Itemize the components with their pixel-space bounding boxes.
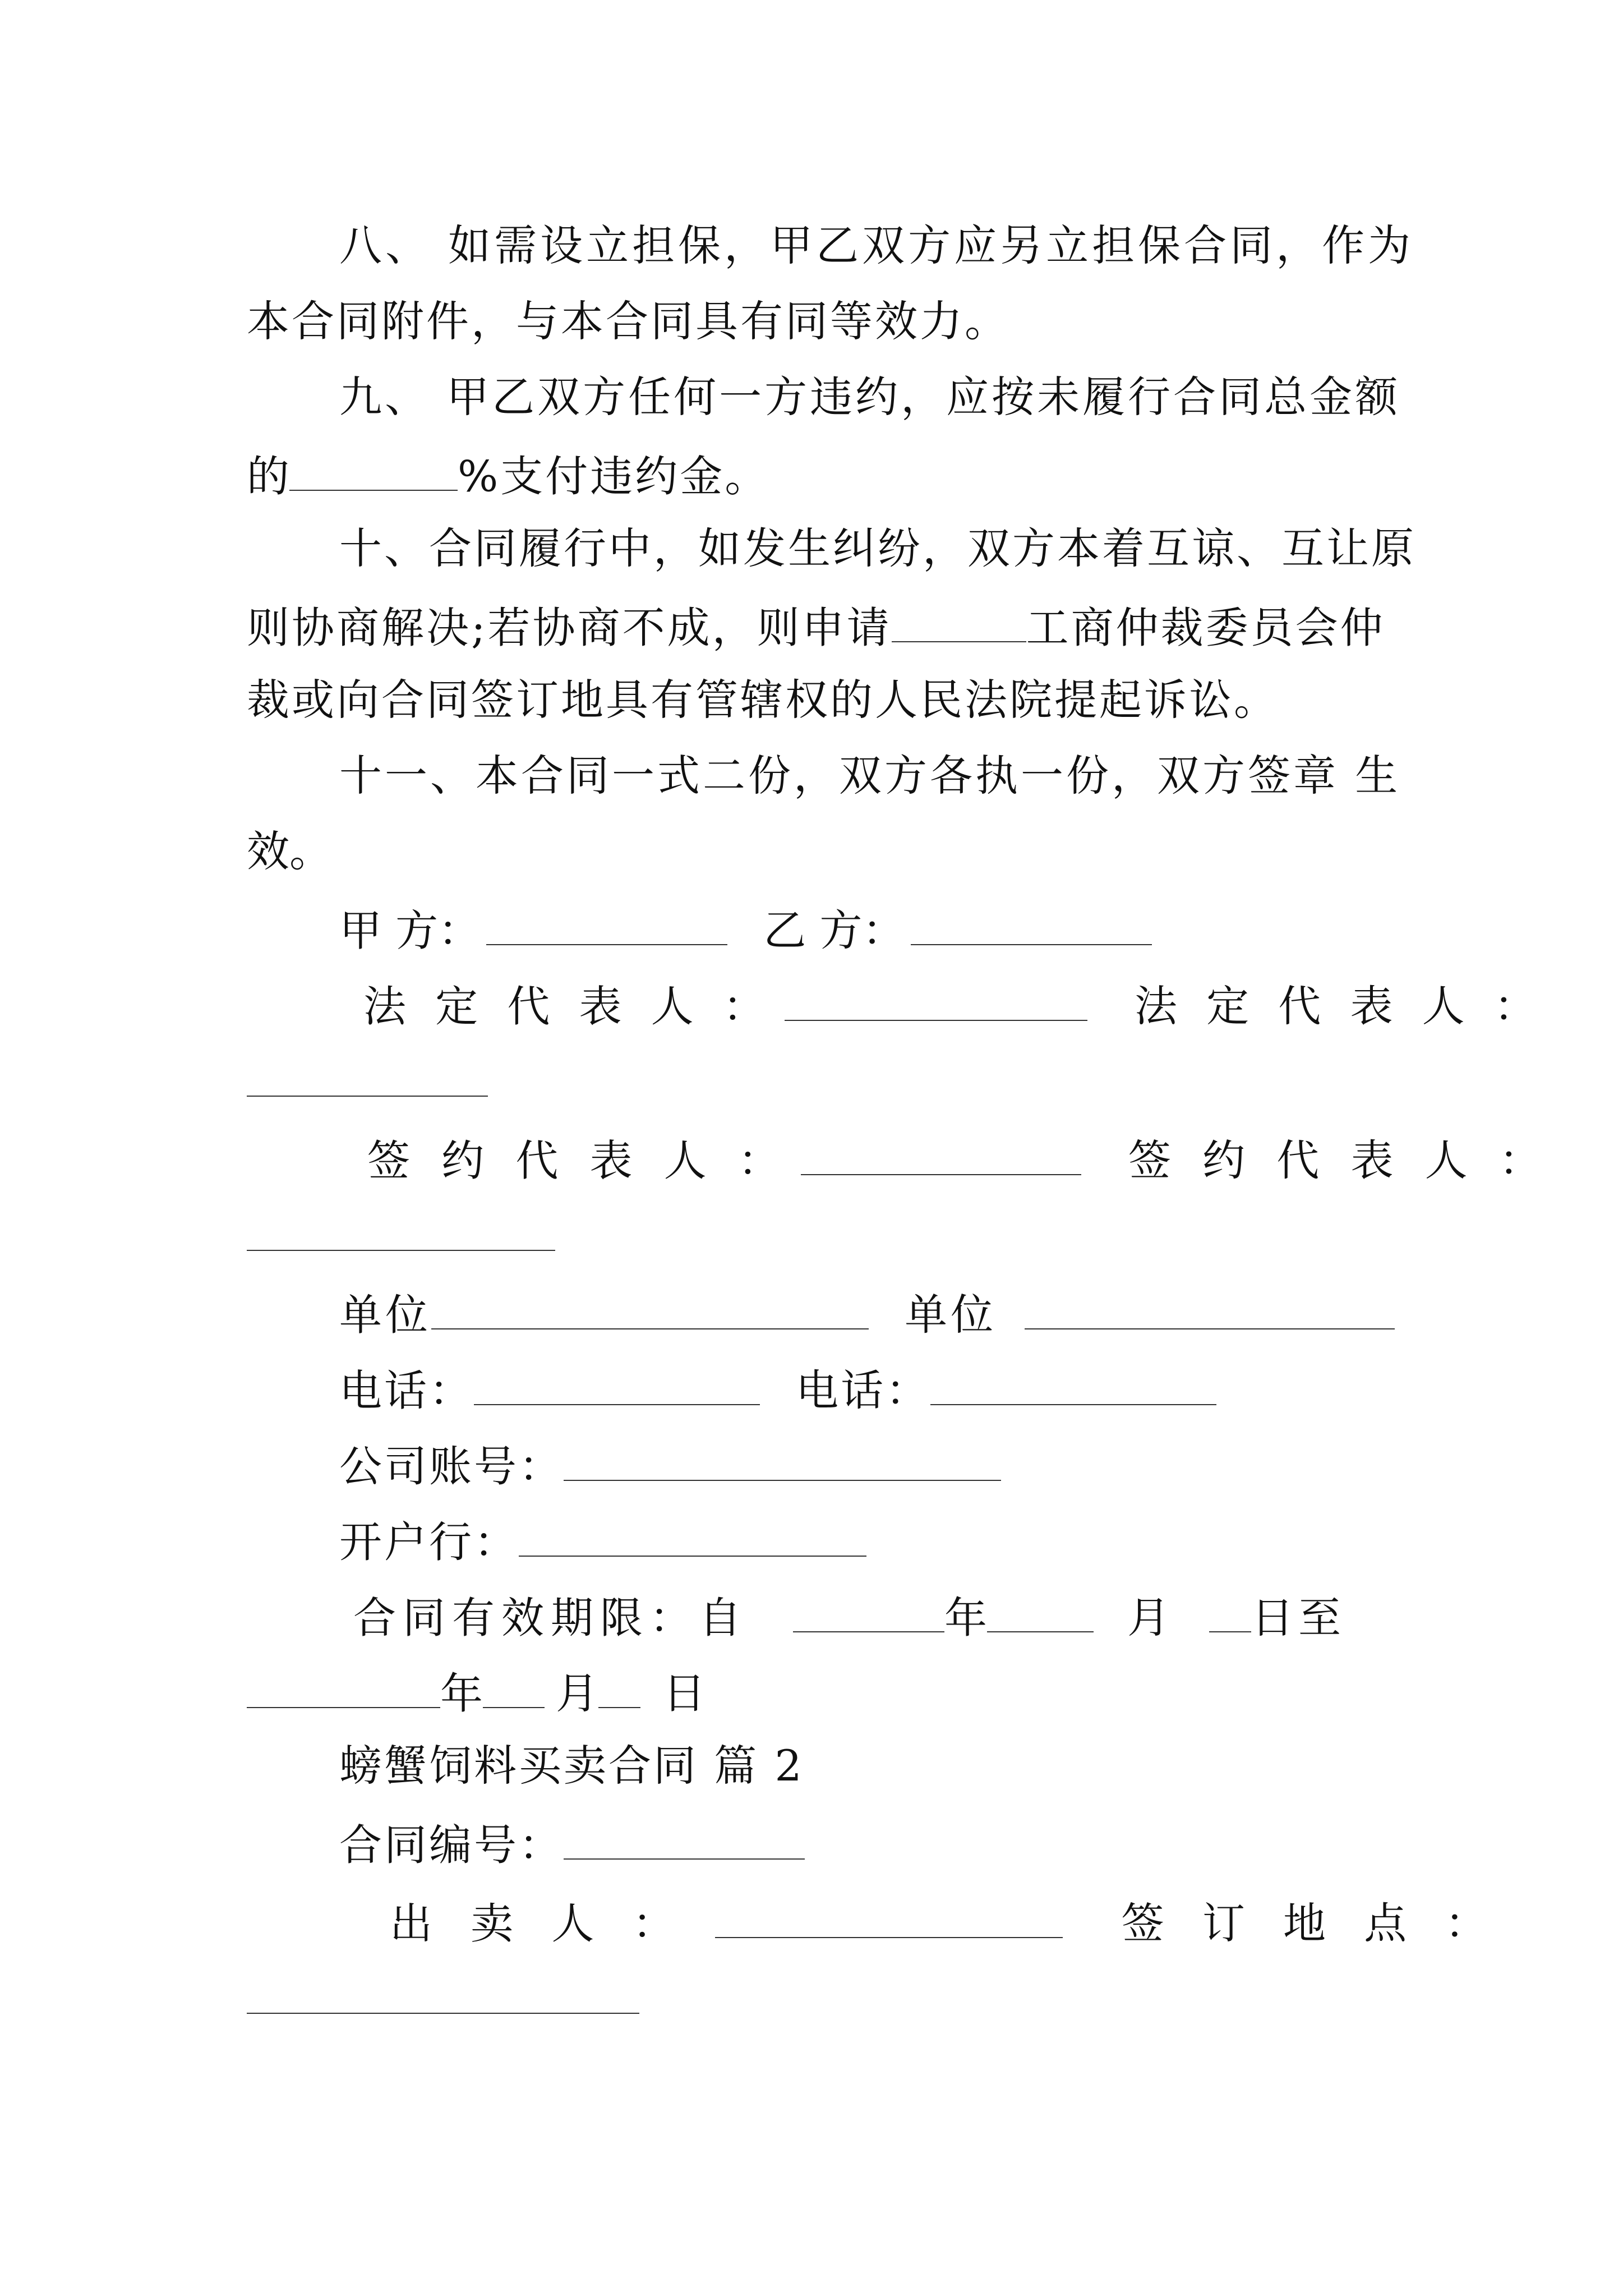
legal-rep-a-blank <box>785 982 1087 1021</box>
seller-line <box>390 1898 1500 1949</box>
phone-line <box>339 1365 1216 1416</box>
clause-9-line-1 <box>339 372 1401 422</box>
clause-8-line-1 <box>339 220 1414 270</box>
sign-rep-b-blank <box>247 1212 555 1251</box>
contract-no-label: 合同编号： <box>339 1820 564 1870</box>
sign-rep-a-blank <box>801 1136 1081 1175</box>
clause-11-line-2 <box>247 826 332 876</box>
sign-place-blank <box>247 1975 639 2014</box>
validity-day-to: 日至 <box>1251 1593 1345 1643</box>
validity-end-day-blank <box>598 1669 640 1708</box>
clause-10-text-3: 裁或向合同签订地具有管辖权的人民法院提起诉讼。 <box>247 675 1279 725</box>
sign-rep-a-label: 签 约 代 表 人 ： <box>367 1135 790 1186</box>
seller-blank <box>715 1899 1063 1938</box>
validity-end-year-blank <box>247 1669 440 1708</box>
validity-year-2: 年 <box>440 1668 483 1719</box>
sign-rep-line <box>367 1135 1551 1186</box>
contract-no-blank <box>564 1820 805 1860</box>
clause-8-text-1: 八、 如需设立担保，甲乙双方应另立担保合同，作为 <box>339 220 1414 270</box>
clause-10-text-2a: 则协商解决;若协商不成，则申请 <box>247 602 892 653</box>
phone-a-label: 电话： <box>339 1365 474 1416</box>
validity-label: 合同有效期限：自 <box>353 1593 748 1643</box>
validity-month-2: 月 <box>556 1668 598 1719</box>
unit-b-label: 单位 <box>905 1290 997 1340</box>
phone-b-label: 电话： <box>796 1365 931 1416</box>
validity-month-1: 月 <box>1127 1593 1170 1643</box>
unit-b-blank <box>1025 1290 1395 1329</box>
unit-a-label: 单位 <box>339 1290 431 1340</box>
sign-rep-b-blank-line <box>247 1212 555 1258</box>
legal-rep-a-label: 法 定 代 表 人 ： <box>363 981 773 1032</box>
phone-a-blank <box>474 1366 760 1405</box>
account-line <box>339 1441 1001 1492</box>
clause-11-text-2: 效。 <box>247 826 332 876</box>
validity-start-month-blank <box>987 1593 1094 1632</box>
party-b-blank <box>911 906 1152 945</box>
clause-8-text-2: 本合同附件，与本合同具有同等效力。 <box>247 296 1009 346</box>
penalty-percent-blank <box>289 452 458 491</box>
unit-a-blank <box>431 1290 869 1329</box>
clause-9-text-2a: 的 <box>247 451 289 501</box>
validity-start-day-blank <box>1209 1593 1251 1632</box>
validity-start-year-blank <box>793 1593 944 1632</box>
sign-rep-b-label: 签 约 代 表 人 ： <box>1128 1135 1551 1186</box>
clause-9-line-2 <box>247 451 770 501</box>
party-a-blank <box>486 906 727 945</box>
bank-line <box>339 1517 866 1567</box>
validity-end-month-blank <box>483 1669 545 1708</box>
phone-b-blank <box>930 1366 1216 1405</box>
unit-line <box>339 1290 1395 1340</box>
account-label: 公司账号： <box>339 1441 564 1492</box>
sign-place-blank-line <box>247 1975 639 2021</box>
clause-10-line-1 <box>339 523 1416 573</box>
sign-place-label: 签 订 地 点 ： <box>1121 1898 1500 1949</box>
clause-11-text-1: 十一、本合同一式二份，双方各执一份，双方签章 生 <box>339 751 1401 800</box>
legal-rep-b-blank <box>247 1057 488 1097</box>
bank-blank <box>519 1517 866 1557</box>
clause-9-text-2b: %支付违约金。 <box>458 451 770 501</box>
validity-day: 日 <box>663 1668 706 1719</box>
clause-11-line-1 <box>339 751 1401 800</box>
legal-rep-b-blank-line <box>247 1057 488 1103</box>
clause-10-line-3 <box>247 675 1279 725</box>
clause-10-text-2b: 工商仲裁委员会仲 <box>1026 602 1385 653</box>
arbitration-blank <box>892 603 1026 642</box>
clause-10-text-1: 十、合同履行中，如发生纠纷，双方本着互谅、互让原 <box>339 523 1416 573</box>
section-2-title <box>339 1741 804 1791</box>
contract-no-line <box>339 1820 805 1870</box>
clause-10-line-2 <box>247 602 1385 653</box>
validity-line-1 <box>353 1593 1345 1643</box>
seller-label: 出 卖 人 ： <box>390 1898 688 1949</box>
section-2-title-text: 螃蟹饲料买卖合同 篇 2 <box>339 1741 804 1791</box>
party-b-label: 乙 方： <box>763 905 905 956</box>
legal-rep-line <box>363 981 1544 1032</box>
parties-line <box>339 905 1152 956</box>
clause-9-text-1: 九、 甲乙双方任何一方违约，应按未履行合同总金额 <box>339 372 1401 422</box>
account-blank <box>564 1442 1001 1481</box>
legal-rep-b-label: 法 定 代 表 人 ： <box>1134 981 1544 1032</box>
bank-label: 开户行： <box>339 1517 519 1567</box>
validity-line-2 <box>247 1668 706 1719</box>
party-a-label: 甲 方： <box>339 905 481 956</box>
clause-8-line-2 <box>247 296 1009 346</box>
validity-year-1: 年 <box>944 1593 987 1643</box>
